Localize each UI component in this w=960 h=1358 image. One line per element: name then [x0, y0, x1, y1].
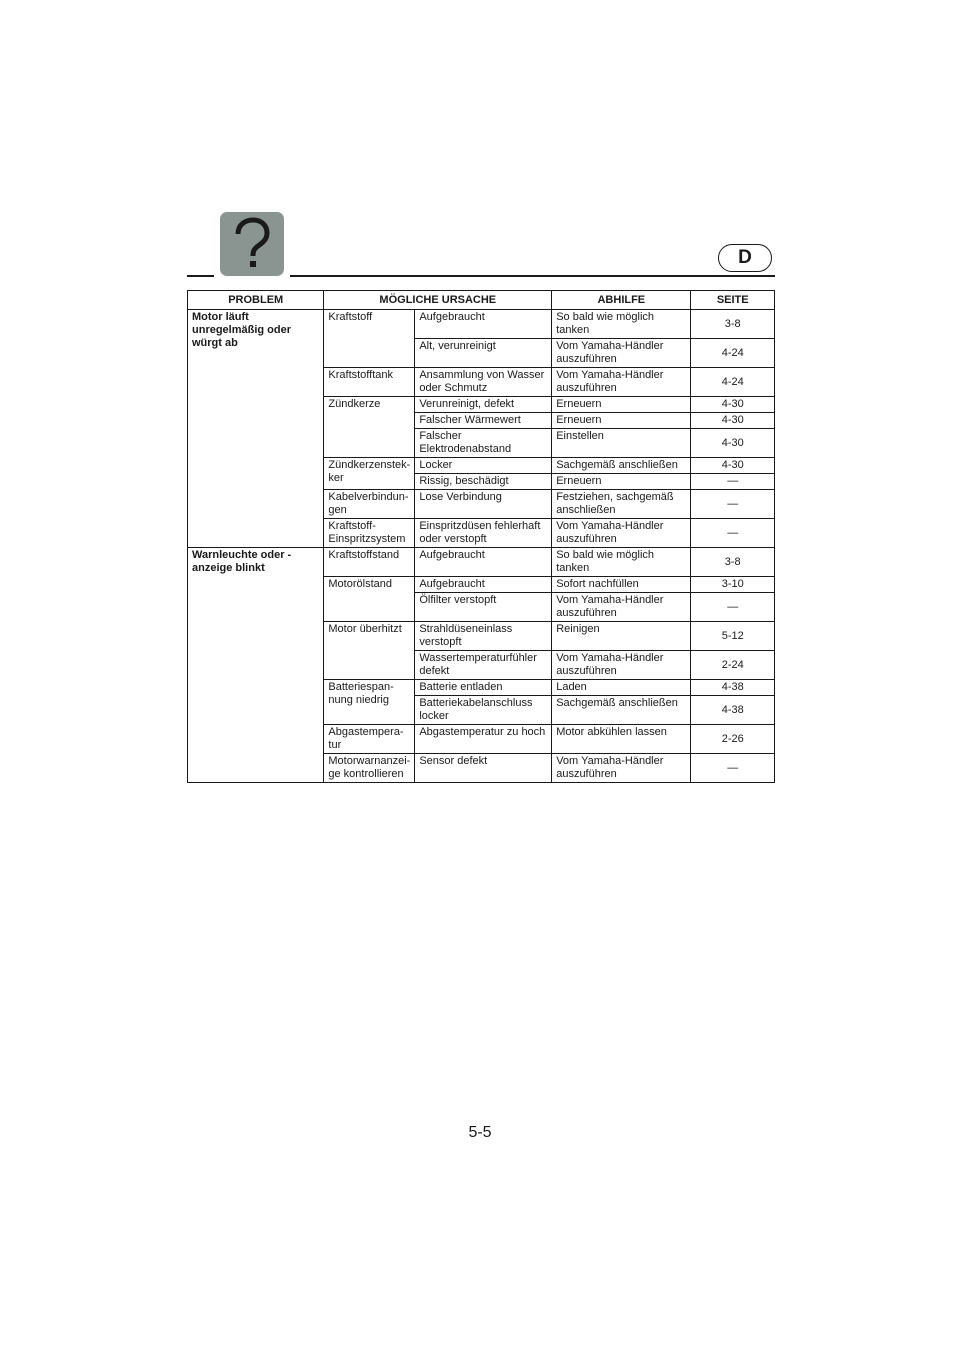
cause-cell: Einspritzdüsen fehlerhaft oder verstopft: [415, 519, 552, 548]
troubleshooting-table: [187, 290, 775, 783]
cause-cell: Strahldüseneinlass verstopft: [415, 622, 552, 651]
cause-cell: Locker: [415, 458, 552, 474]
table-header-row: [188, 291, 775, 310]
page-cell: 4-24: [691, 368, 775, 397]
page-cell: 4-38: [691, 696, 775, 725]
problem-cell: Warnleuchte oder -anzeige blinkt: [188, 548, 324, 783]
page-cell: 2-24: [691, 651, 775, 680]
language-badge: D: [718, 244, 772, 272]
remedy-cell: Vom Yamaha-Händler auszuführen: [552, 754, 691, 783]
cause-area-cell: Abgastempera-tur: [324, 725, 415, 754]
page-cell: —: [691, 490, 775, 519]
remedy-cell: Einstellen: [552, 429, 691, 458]
header-rule-right: [290, 275, 775, 277]
page-cell: 3-8: [691, 548, 775, 577]
page-cell: —: [691, 754, 775, 783]
cause-cell: Falscher Elektrodenabstand: [415, 429, 552, 458]
page-cell: 4-30: [691, 397, 775, 413]
page-cell: 4-38: [691, 680, 775, 696]
remedy-cell: Sachgemäß anschließen: [552, 458, 691, 474]
cause-area-cell: Kraftstofftank: [324, 368, 415, 397]
cause-cell: Batterie entladen: [415, 680, 552, 696]
remedy-cell: Laden: [552, 680, 691, 696]
column-header-remedy: ABHILFE: [552, 291, 691, 310]
remedy-cell: Sofort nachfüllen: [552, 577, 691, 593]
remedy-cell: Reinigen: [552, 622, 691, 651]
cause-cell: Abgastemperatur zu hoch: [415, 725, 552, 754]
remedy-cell: Festziehen, sachgemäß anschließen: [552, 490, 691, 519]
page-cell: —: [691, 519, 775, 548]
problem-cell: Motor läuft unregelmäßig oder würgt ab: [188, 310, 324, 548]
remedy-cell: Erneuern: [552, 474, 691, 490]
page-cell: 3-10: [691, 577, 775, 593]
cause-cell: Aufgebraucht: [415, 548, 552, 577]
table-row: [188, 548, 775, 577]
cause-cell: Alt, verunreinigt: [415, 339, 552, 368]
table-body: [188, 310, 775, 783]
remedy-cell: Motor abkühlen lassen: [552, 725, 691, 754]
page-cell: 4-30: [691, 413, 775, 429]
column-header-cause: MÖGLICHE URSACHE: [324, 291, 552, 310]
cause-area-cell: Motor überhitzt: [324, 622, 415, 680]
cause-area-cell: Kraftstoff-Einspritzsystem: [324, 519, 415, 548]
remedy-cell: Erneuern: [552, 413, 691, 429]
column-header-page: SEITE: [691, 291, 775, 310]
column-header-problem: PROBLEM: [188, 291, 324, 310]
cause-cell: Aufgebraucht: [415, 577, 552, 593]
remedy-cell: Erneuern: [552, 397, 691, 413]
remedy-cell: Vom Yamaha-Händler auszuführen: [552, 368, 691, 397]
cause-cell: Sensor defekt: [415, 754, 552, 783]
page-number: 5-5: [468, 1124, 492, 1141]
cause-area-cell: Kabelverbindun-gen: [324, 490, 415, 519]
page-cell: —: [691, 474, 775, 490]
remedy-cell: So bald wie möglich tanken: [552, 310, 691, 339]
remedy-cell: So bald wie möglich tanken: [552, 548, 691, 577]
cause-cell: Ölfilter verstopft: [415, 593, 552, 622]
header-rule-left: [187, 275, 214, 277]
question-mark-icon: [220, 212, 284, 276]
remedy-cell: Vom Yamaha-Händler auszuführen: [552, 519, 691, 548]
page-cell: 4-24: [691, 339, 775, 368]
cause-cell: Wassertemperaturfühler defekt: [415, 651, 552, 680]
page-cell: 5-12: [691, 622, 775, 651]
page-cell: 2-26: [691, 725, 775, 754]
remedy-cell: Vom Yamaha-Händler auszuführen: [552, 651, 691, 680]
remedy-cell: Vom Yamaha-Händler auszuführen: [552, 339, 691, 368]
page-cell: 4-30: [691, 458, 775, 474]
page-cell: 4-30: [691, 429, 775, 458]
cause-area-cell: Zündkerzenstek-ker: [324, 458, 415, 490]
table-row: [188, 310, 775, 339]
cause-area-cell: Motorwarnanzei-ge kontrollieren: [324, 754, 415, 783]
remedy-cell: Sachgemäß anschließen: [552, 696, 691, 725]
cause-cell: Rissig, beschädigt: [415, 474, 552, 490]
cause-area-cell: Kraftstoffstand: [324, 548, 415, 577]
cause-cell: Lose Verbindung: [415, 490, 552, 519]
cause-cell: Aufgebraucht: [415, 310, 552, 339]
cause-area-cell: Batteriespan-nung niedrig: [324, 680, 415, 725]
cause-cell: Batteriekabelanschluss locker: [415, 696, 552, 725]
page-cell: —: [691, 593, 775, 622]
cause-cell: Ansammlung von Wasser oder Schmutz: [415, 368, 552, 397]
cause-cell: Falscher Wärmewert: [415, 413, 552, 429]
cause-cell: Verunreinigt, defekt: [415, 397, 552, 413]
remedy-cell: Vom Yamaha-Händler auszuführen: [552, 593, 691, 622]
page-cell: 3-8: [691, 310, 775, 339]
cause-area-cell: Kraftstoff: [324, 310, 415, 368]
cause-area-cell: Zündkerze: [324, 397, 415, 458]
cause-area-cell: Motorölstand: [324, 577, 415, 622]
